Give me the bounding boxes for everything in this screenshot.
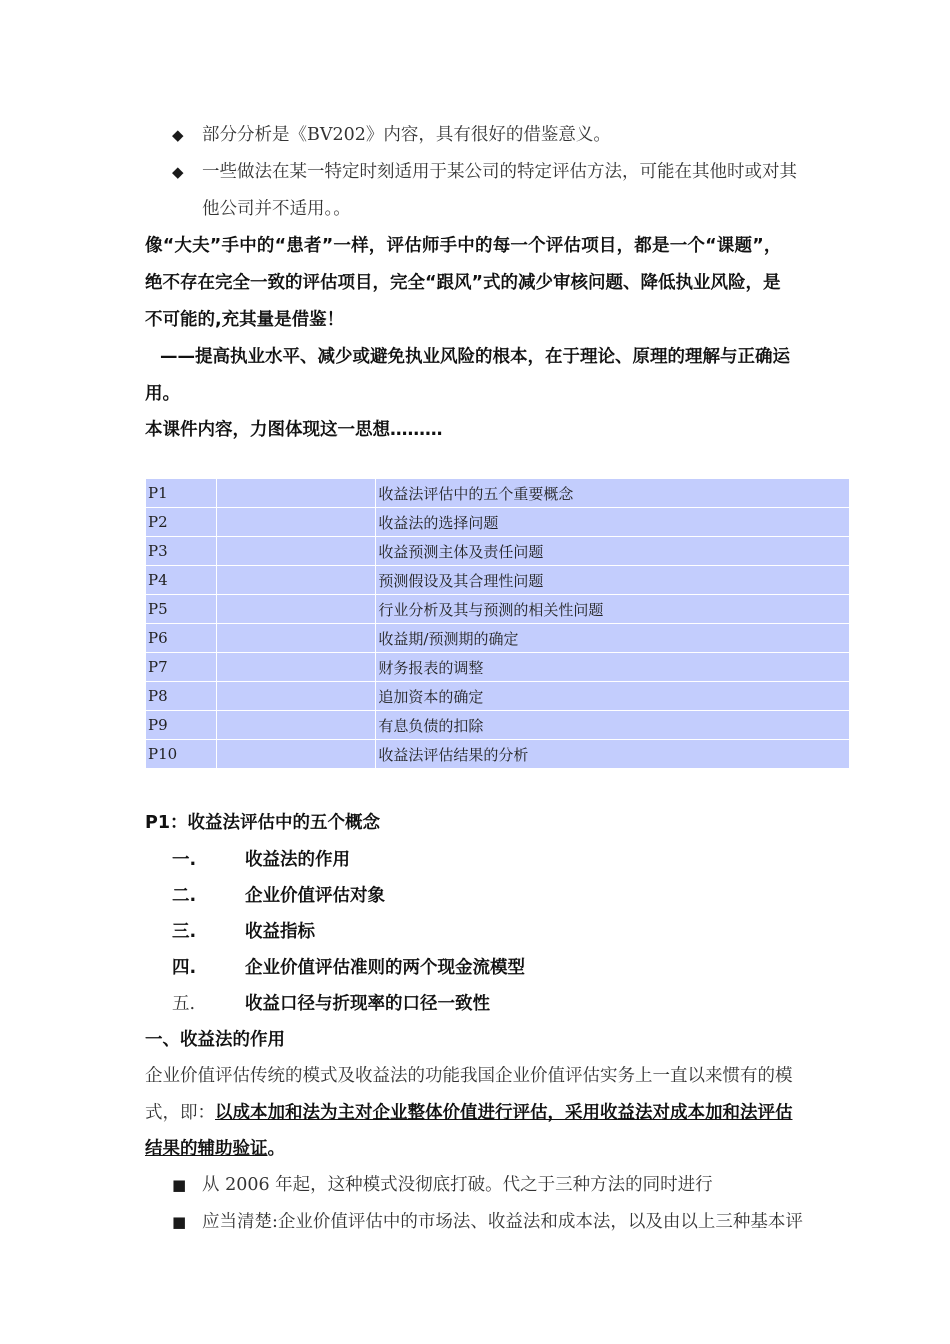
emphasis-line-5: 用。 <box>145 384 180 404</box>
toc-row-title: 预测假设及其合理性问题 <box>376 566 850 595</box>
toc-row-title: 收益法评估中的五个重要概念 <box>376 479 850 508</box>
toc-row-spacer <box>216 566 376 595</box>
toc-row-spacer <box>216 595 376 624</box>
toc-row-spacer <box>216 624 376 653</box>
p1-item-1-index: 一. <box>172 850 197 870</box>
section-1-bullet-1: 从 2006 年起，这种模式没彻底打破。代之于三种方法的同时进行 <box>202 1175 713 1195</box>
p1-item-2-index: 二. <box>172 886 197 906</box>
toc-row-spacer <box>216 711 376 740</box>
toc-row-id: P4 <box>146 566 217 595</box>
section-1-para-line3-underlined: 结果的辅助验证 <box>145 1139 268 1159</box>
table-row <box>146 508 850 537</box>
contents-table <box>145 478 850 769</box>
table-row <box>146 537 850 566</box>
emphasis-line-4: ——提高执业水平、减少或避免执业风险的根本，在于理论、原理的理解与正确运 <box>160 347 790 367</box>
table-row <box>146 624 850 653</box>
table-row <box>146 740 850 769</box>
p1-item-4: 企业价值评估准则的两个现金流模型 <box>245 958 525 978</box>
section-1-heading: 一、收益法的作用 <box>145 1030 285 1050</box>
p1-item-3-index: 三. <box>172 922 197 942</box>
intro-bullet-2-line2: 他公司并不适用。。 <box>202 199 351 219</box>
toc-row-id: P9 <box>146 711 217 740</box>
toc-row-title: 有息负债的扣除 <box>376 711 850 740</box>
p1-heading: P1：收益法评估中的五个概念 <box>145 813 381 833</box>
table-row <box>146 711 850 740</box>
p1-item-3: 收益指标 <box>245 922 315 942</box>
section-1-para-line1: 企业价值评估传统的模式及收益法的功能我国企业价值评估实务上一直以来惯有的模 <box>145 1066 793 1086</box>
toc-row-title: 收益期/预测期的确定 <box>376 624 850 653</box>
p1-item-1: 收益法的作用 <box>245 850 350 870</box>
intro-bullet-1: 部分分析是《BV202》内容，具有很好的借鉴意义。 <box>202 125 611 145</box>
intro-bullet-2-line1: 一些做法在某一特定时刻适用于某公司的特定评估方法，可能在其他时或对其 <box>202 162 797 182</box>
p1-item-2: 企业价值评估对象 <box>245 886 385 906</box>
toc-row-title: 财务报表的调整 <box>376 653 850 682</box>
toc-row-id: P1 <box>146 479 217 508</box>
toc-row-title: 行业分析及其与预测的相关性问题 <box>376 595 850 624</box>
toc-row-id: P3 <box>146 537 217 566</box>
toc-row-title: 收益法评估结果的分析 <box>376 740 850 769</box>
toc-row-id: P7 <box>146 653 217 682</box>
diamond-bullet-icon: ◆ <box>172 126 184 144</box>
emphasis-line-6: 本课件内容，力图体现这一思想……… <box>145 420 443 440</box>
table-row <box>146 479 850 508</box>
toc-row-title: 收益法的选择问题 <box>376 508 850 537</box>
table-row <box>146 595 850 624</box>
toc-row-title: 收益预测主体及责任问题 <box>376 537 850 566</box>
toc-row-id: P8 <box>146 682 217 711</box>
section-1-para-line2-underlined: 以成本加和法为主对企业整体价值进行评估，采用收益法对成本加和法评估 <box>215 1103 793 1123</box>
toc-row-spacer <box>216 479 376 508</box>
toc-row-id: P10 <box>146 740 217 769</box>
toc-row-title: 追加资本的确定 <box>376 682 850 711</box>
square-bullet-icon: ■ <box>172 1213 187 1231</box>
square-bullet-icon: ■ <box>172 1176 187 1194</box>
section-1-para-line2 <box>145 1102 865 1124</box>
section-1-bullet-2: 应当清楚:企业价值评估中的市场法、收益法和成本法，以及由以上三种基本评 <box>202 1212 803 1232</box>
emphasis-line-3: 不可能的,充其量是借鉴！ <box>145 310 345 330</box>
section-1-para-line3 <box>145 1138 865 1160</box>
emphasis-line-1: 像“大夫”手中的“患者”一样，评估师手中的每一个评估项目，都是一个“课题”， <box>145 236 782 256</box>
table-row <box>146 653 850 682</box>
toc-row-id: P6 <box>146 624 217 653</box>
toc-row-spacer <box>216 653 376 682</box>
diamond-bullet-icon: ◆ <box>172 163 184 181</box>
toc-row-spacer <box>216 682 376 711</box>
p1-item-4-index: 四. <box>172 958 197 978</box>
table-row <box>146 566 850 595</box>
toc-row-spacer <box>216 537 376 566</box>
p1-item-5: 收益口径与折现率的口径一致性 <box>245 994 490 1014</box>
section-1-para-line2-plain: 式，即： <box>145 1103 215 1123</box>
table-row <box>146 682 850 711</box>
toc-row-id: P5 <box>146 595 217 624</box>
toc-row-spacer <box>216 508 376 537</box>
toc-row-id: P2 <box>146 508 217 537</box>
section-1-para-line3-end: 。 <box>267 1139 285 1159</box>
p1-item-5-index: 五. <box>172 994 196 1014</box>
toc-row-spacer <box>216 740 376 769</box>
emphasis-line-2: 绝不存在完全一致的评估项目，完全“跟风”式的减少审核问题、降低执业风险，是 <box>145 273 781 293</box>
